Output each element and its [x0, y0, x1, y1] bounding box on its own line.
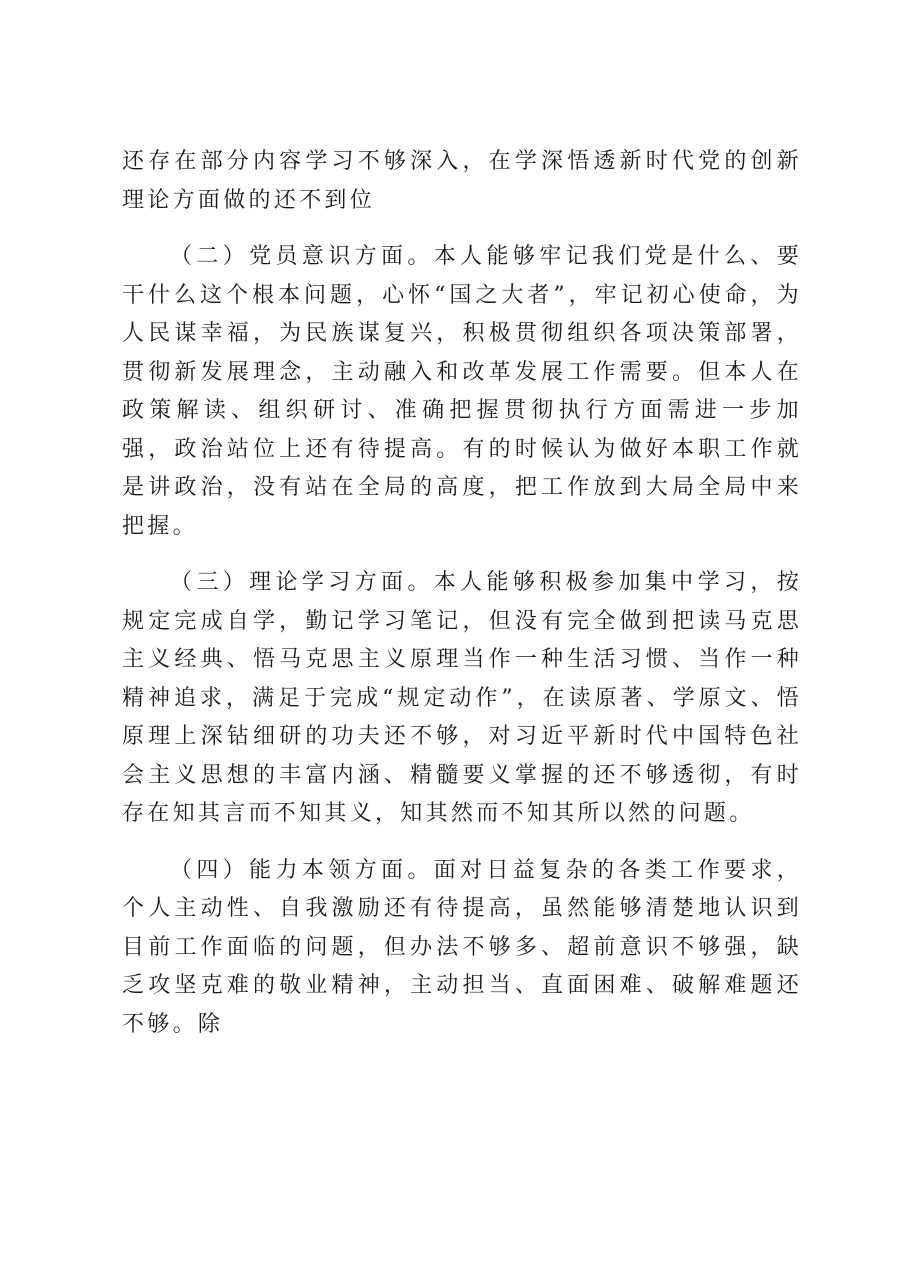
paragraph-theory-study: （三）理论学习方面。本人能够积极参加集中学习，按规定完成自学，勤记学习笔记，但没有完全做到把读马克思主义经典、悟马克思主义原理当作一种生活习惯、当作一种精神追求，满足于完成“规定动作”，在读原著、学原文、悟原理上深钻细研的功夫还不够，对习近平新时代中国特色社会主义思想的丰富内涵、精髓要义掌握的还不够透彻，有时存在知其言而不知其义，知其然而不知其所以然的问题。 [122, 570, 802, 826]
paragraph-party-awareness: （二）党员意识方面。本人能够牢记我们党是什么、要干什么这个根本问题，心怀“国之大者”，牢记初心使命，为人民谋幸福，为民族谋复兴，积极贯彻组织各项决策部署，贯彻新发展理念，主动融入和改革发展工作需要。但本人在政策解读、组织研讨、准确把握贯彻执行方面需进一步加强，政治站位上还有待提高。有的时候认为做好本职工作就是讲政治，没有站在全局的高度，把工作放到大局全局中来把握。 [122, 244, 802, 539]
paragraph-capability: （四）能力本领方面。面对日益复杂的各类工作要求，个人主动性、自我激励还有待提高，虽然能够清楚地认识到目前工作面临的问题，但办法不够多、超前意识不够强，缺乏攻坚克难的敬业精神，主动担当、直面困难、破解难题还不够。除 [122, 857, 802, 1037]
paragraph-continuation: 还存在部分内容学习不够深入，在学深悟透新时代党的创新理论方面做的还不到位 [122, 149, 802, 213]
document-body [122, 143, 802, 1062]
